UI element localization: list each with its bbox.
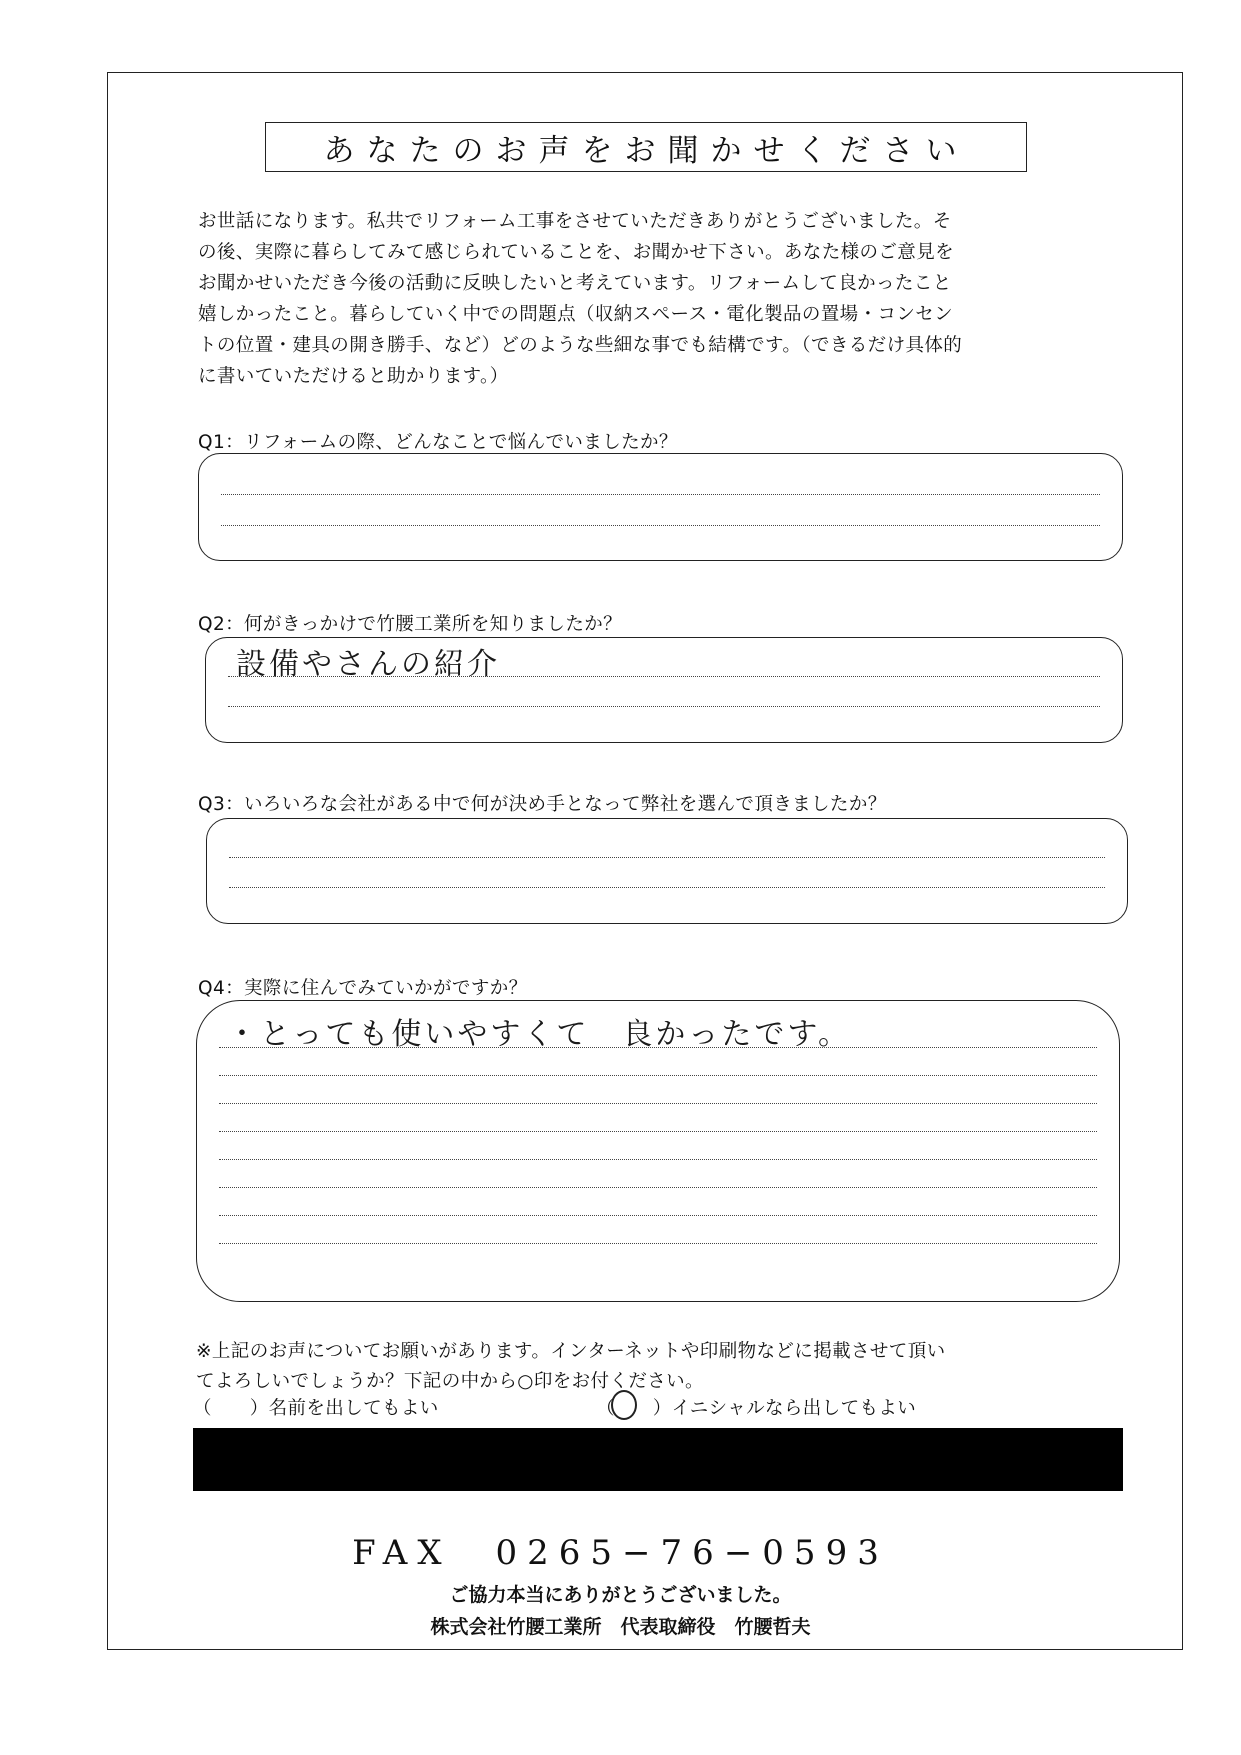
- question-2-answer-box[interactable]: [205, 637, 1123, 743]
- answer-line: [228, 706, 1100, 707]
- question-3-label: Q3：いろいろな会社がある中で何が決め手となって弊社を選んで頂きましたか？: [198, 794, 887, 815]
- question-2-answer: 設備やさんの紹介: [236, 647, 500, 682]
- intro-text: [198, 206, 1133, 392]
- publication-notice: [196, 1337, 1136, 1397]
- question-4-answer-box[interactable]: [196, 1000, 1120, 1302]
- answer-line: [219, 1215, 1097, 1216]
- intro-line: お世話になります。私共でリフォーム工事をさせていただきありがとうございました。そ: [198, 211, 952, 232]
- thanks-text: ご協力本当にありがとうございました。: [449, 1584, 792, 1606]
- notice-line: ※上記のお声についてお願いがあります。インターネットや印刷物などに掲載させて頂い: [196, 1341, 946, 1362]
- intro-line: の後、実際に暮らしてみて感じられていることを、お聞かせ下さい。あなた様のご意見を: [198, 242, 955, 263]
- option-name-ok[interactable]: （ ）名前を出してもよい: [193, 1398, 439, 1419]
- question-2-label: Q2：何がきっかけで竹腰工業所を知りましたか？: [198, 614, 623, 635]
- intro-line: お聞かせいただき今後の活動に反映したいと考えています。リフォームして良かったこと: [198, 273, 952, 294]
- page-title: あなたのお声をお聞かせください: [265, 122, 1027, 172]
- option-initial-ok[interactable]: （ ）イニシャルなら出してもよい: [596, 1398, 917, 1419]
- answer-line: [219, 1075, 1097, 1076]
- intro-line: に書いていただけると助かります。）: [198, 366, 509, 387]
- company-signature: 株式会社竹腰工業所 代表取締役 竹腰哲夫: [430, 1616, 811, 1638]
- answer-line: [219, 1159, 1097, 1160]
- intro-line: トの位置・建具の開き勝手、など）どのような些細な事でも結構です。（できるだけ具体的: [198, 335, 963, 356]
- question-3-answer-box[interactable]: [206, 818, 1128, 924]
- answer-line: [229, 887, 1105, 888]
- redaction-bar: [193, 1428, 1123, 1491]
- question-1-answer-box[interactable]: [198, 453, 1123, 561]
- question-4-label: Q4：実際に住んでみていかがですか？: [198, 978, 528, 999]
- question-1-label: Q1：リフォームの際、どんなことで悩んでいましたか？: [198, 432, 678, 453]
- answer-line: [219, 1243, 1097, 1244]
- answer-line: [219, 1103, 1097, 1104]
- notice-line: てよろしいでしょうか？下記の中から○印をお付ください。: [196, 1371, 704, 1392]
- answer-line: [219, 1131, 1097, 1132]
- intro-line: 嬉しかったこと。暮らしていく中での問題点（収納スペース・電化製品の置場・コンセン: [198, 304, 954, 325]
- answer-line: [221, 494, 1100, 495]
- answer-line: [229, 857, 1105, 858]
- answer-line: [219, 1187, 1097, 1188]
- question-4-answer: ・とっても使いやすくて 良かったです。: [227, 1017, 851, 1052]
- answer-line: [221, 525, 1100, 526]
- selected-circle-mark: [611, 1390, 637, 1420]
- fax-number: FAX 0265−76−0593: [352, 1533, 889, 1573]
